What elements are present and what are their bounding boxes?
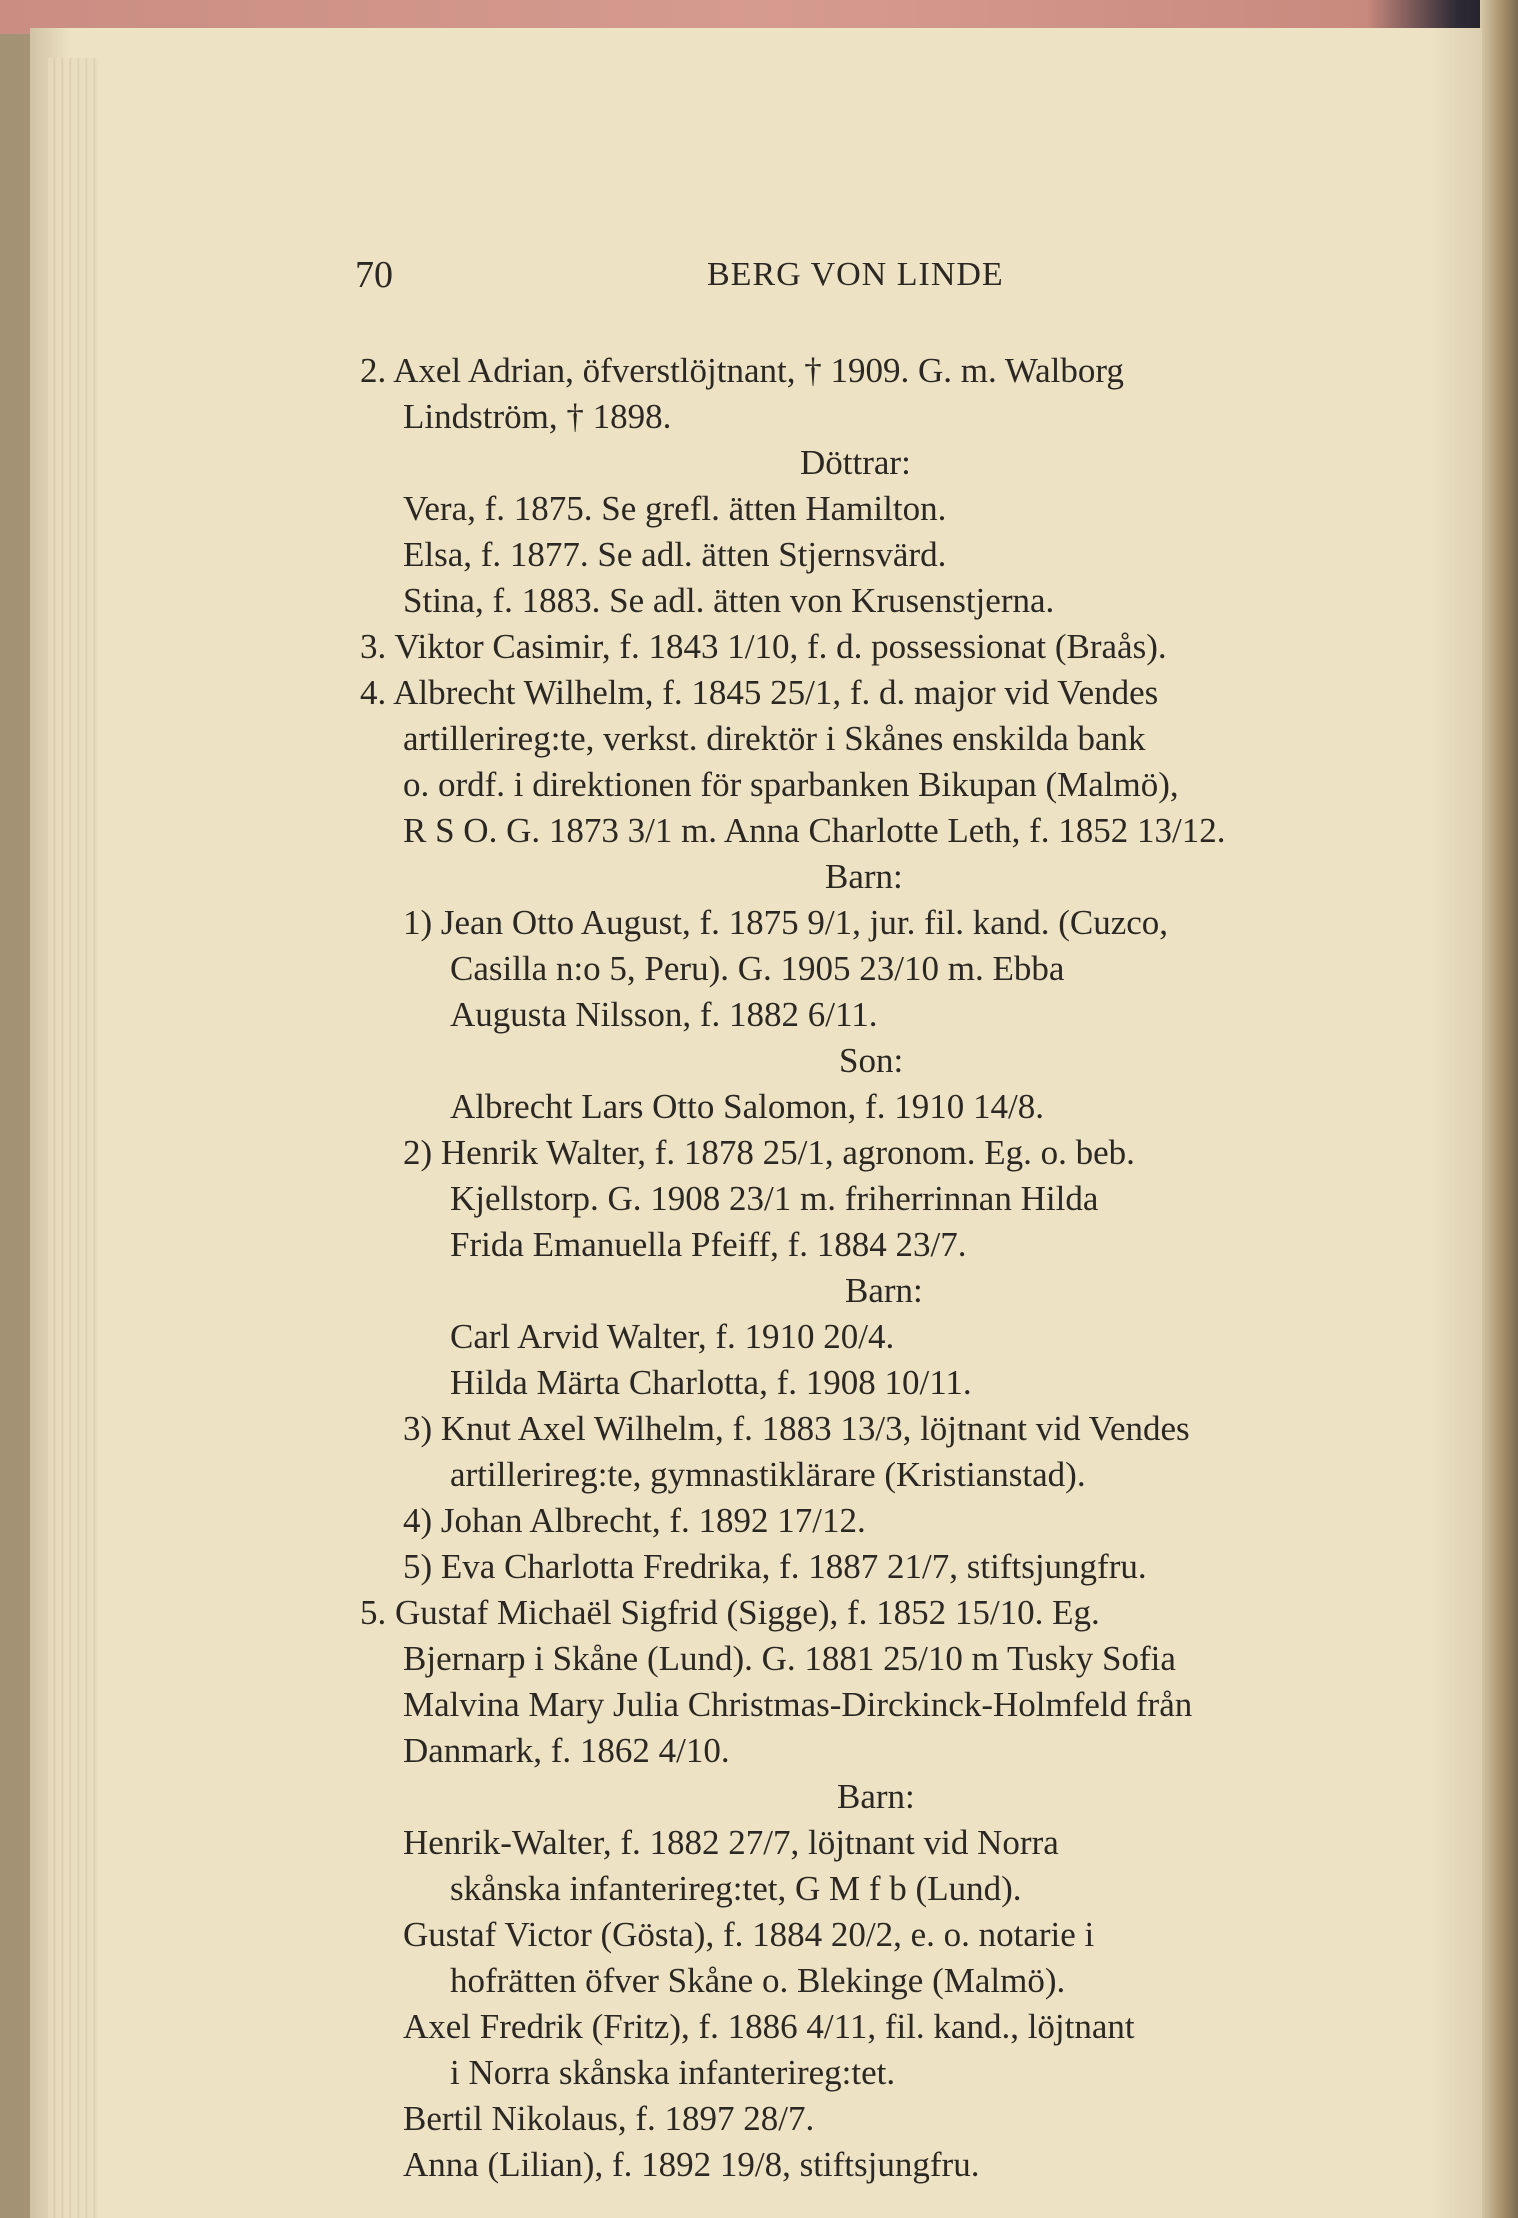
text-line: skånska infanterireg:tet, G M f b (Lund). xyxy=(450,1869,1022,1908)
book-page xyxy=(30,28,1482,2218)
text-line: Kjellstorp. G. 1908 23/1 m. friherrinnan Hilda xyxy=(450,1179,1099,1218)
text-line: Döttrar: xyxy=(800,443,911,482)
page-number: 70 xyxy=(355,254,393,296)
text-line: Albrecht Lars Otto Salomon, f. 1910 14/8. xyxy=(450,1087,1044,1126)
text-line: Henrik-Walter, f. 1882 27/7, löjtnant vid Norra xyxy=(403,1823,1059,1862)
text-line: artillerireg:te, verkst. direktör i Skånes enskilda bank xyxy=(403,719,1146,758)
text-line: Bertil Nikolaus, f. 1897 28/7. xyxy=(403,2099,815,2138)
text-line: Lindström, † 1898. xyxy=(403,397,672,436)
text-line: Barn: xyxy=(845,1271,923,1310)
book-right-edge xyxy=(1480,0,1518,2218)
text-line: o. ordf. i direktionen för sparbanken Bikupan (Malmö), xyxy=(403,765,1179,804)
text-line: Gustaf Victor (Gösta), f. 1884 20/2, e. o. notarie i xyxy=(403,1915,1095,1954)
text-line: Casilla n:o 5, Peru). G. 1905 23/10 m. Ebba xyxy=(450,949,1065,988)
running-header: BERG VON LINDE xyxy=(707,256,1004,293)
text-line: 3) Knut Axel Wilhelm, f. 1883 13/3, löjtnant vid Vendes xyxy=(403,1409,1190,1448)
text-line: Danmark, f. 1862 4/10. xyxy=(403,1731,730,1770)
text-line: Stina, f. 1883. Se adl. ätten von Krusenstjerna. xyxy=(403,581,1055,620)
text-line: Frida Emanuella Pfeiff, f. 1884 23/7. xyxy=(450,1225,967,1264)
text-line: Elsa, f. 1877. Se adl. ätten Stjernsvärd. xyxy=(403,535,947,574)
text-line: 4. Albrecht Wilhelm, f. 1845 25/1, f. d. major vid Vendes xyxy=(360,673,1159,712)
text-line: 5. Gustaf Michaël Sigfrid (Sigge), f. 1852 15/10. Eg. xyxy=(360,1593,1100,1632)
text-line: 2) Henrik Walter, f. 1878 25/1, agronom. Eg. o. beb. xyxy=(403,1133,1135,1172)
text-line: 3. Viktor Casimir, f. 1843 1/10, f. d. possessionat (Braås). xyxy=(360,627,1167,666)
text-line: artillerireg:te, gymnastiklärare (Kristianstad). xyxy=(450,1455,1086,1494)
page-text xyxy=(30,28,1482,2218)
text-line: Barn: xyxy=(825,857,903,896)
text-line: 2. Axel Adrian, öfverstlöjtnant, † 1909. G. m. Walborg xyxy=(360,351,1124,390)
text-line: 5) Eva Charlotta Fredrika, f. 1887 21/7, stiftsjungfru. xyxy=(403,1547,1147,1586)
text-line: 4) Johan Albrecht, f. 1892 17/12. xyxy=(403,1501,866,1540)
text-line: i Norra skånska infanterireg:tet. xyxy=(450,2053,896,2092)
text-line: Carl Arvid Walter, f. 1910 20/4. xyxy=(450,1317,895,1356)
text-line: Barn: xyxy=(837,1777,915,1816)
text-line: Axel Fredrik (Fritz), f. 1886 4/11, fil. kand., löjtnant xyxy=(403,2007,1135,2046)
text-line: Hilda Märta Charlotta, f. 1908 10/11. xyxy=(450,1363,972,1402)
text-line: hofrätten öfver Skåne o. Blekinge (Malmö). xyxy=(450,1961,1066,2000)
text-line: 1) Jean Otto August, f. 1875 9/1, jur. fil. kand. (Cuzco, xyxy=(403,903,1169,942)
text-line: Vera, f. 1875. Se grefl. ätten Hamilton. xyxy=(403,489,947,528)
text-line: Malvina Mary Julia Christmas-Dirckinck-Holmfeld från xyxy=(403,1685,1193,1724)
text-line: Bjernarp i Skåne (Lund). G. 1881 25/10 m Tusky Sofia xyxy=(403,1639,1176,1678)
text-line: R S O. G. 1873 3/1 m. Anna Charlotte Leth, f. 1852 13/12. xyxy=(403,811,1226,850)
text-line: Son: xyxy=(839,1041,904,1080)
text-line: Augusta Nilsson, f. 1882 6/11. xyxy=(450,995,878,1034)
text-line: Anna (Lilian), f. 1892 19/8, stiftsjungfru. xyxy=(403,2145,980,2184)
